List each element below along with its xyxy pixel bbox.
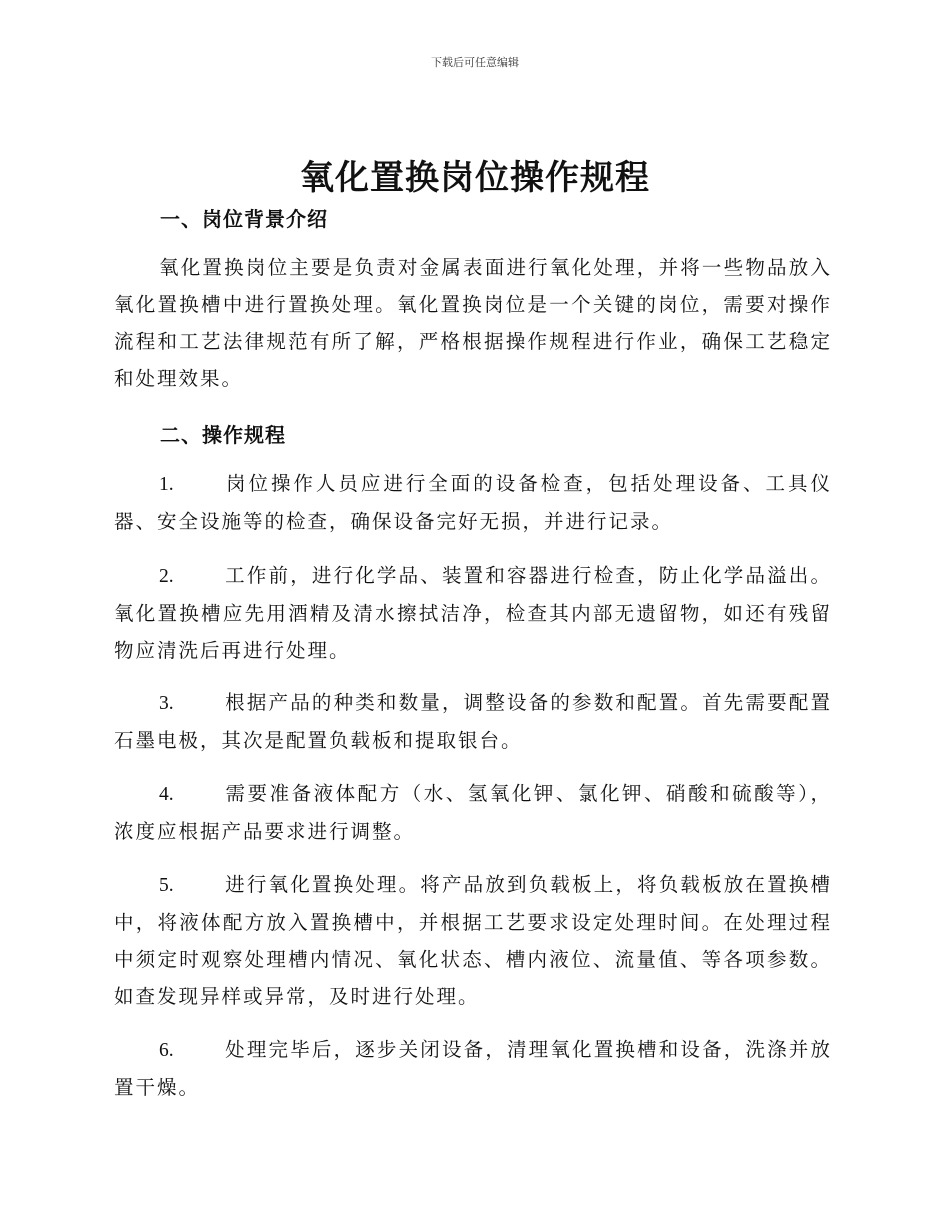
list-item-4 — [114, 775, 832, 850]
document-title: 氧化置换岗位操作规程 — [300, 158, 650, 198]
list-item-number: 3. — [159, 693, 174, 714]
list-item-text: 根据产品的种类和数量，调整设备的参数和配置。首先需要配置石墨电极，其次是配置负载板和提取银台。 — [114, 691, 832, 752]
list-item-number: 6. — [159, 1040, 174, 1061]
list-item-3 — [114, 684, 832, 759]
list-item-text: 需要准备液体配方（水、氢氧化钾、氯化钾、硝酸和硫酸等），浓度应根据产品要求进行调整。 — [114, 782, 832, 843]
list-item-number: 4. — [159, 784, 174, 805]
section-1-heading: 一、岗位背景介绍 — [160, 207, 328, 231]
list-item-1 — [114, 465, 832, 540]
section-1-paragraph: 氧化置换岗位主要是负责对金属表面进行氧化处理，并将一些物品放入氧化置换槽中进行置换处理。氧化置换岗位是一个关键的岗位，需要对操作流程和工艺法律规范有所了解，严格根据操作规程进行作业，确保工艺稳定和处理效果。 — [114, 256, 832, 390]
list-item-number: 1. — [159, 474, 174, 495]
list-item-text: 岗位操作人员应进行全面的设备检查，包括处理设备、工具仪器、安全设施等的检查，确保设备完好无损，并进行记录。 — [114, 472, 832, 533]
list-item-text: 处理完毕后，逐步关闭设备，清理氧化置换槽和设备，洗涤并放置干燥。 — [114, 1038, 832, 1099]
list-item-5 — [114, 866, 832, 1015]
section-2-heading: 二、操作规程 — [160, 423, 286, 447]
list-item-text: 工作前，进行化学品、装置和容器进行检查，防止化学品溢出。氧化置换槽应先用酒精及清水擦拭洁净，检查其内部无遗留物，如还有残留物应清洗后再进行处理。 — [114, 564, 832, 662]
header-note: 下载后可任意编辑 — [431, 56, 519, 69]
list-item-number: 5. — [159, 875, 174, 896]
list-item-text: 进行氧化置换处理。将产品放到负载板上，将负载板放在置换槽中，将液体配方放入置换槽中，并根据工艺要求设定处理时间。在处理过程中须定时观察处理槽内情况、氧化状态、槽内液位、流量值、等各项参数。如查发现异样或异常，及时进行处理。 — [114, 873, 832, 1008]
list-item-number: 2. — [159, 566, 174, 587]
list-item-6 — [114, 1031, 832, 1106]
list-item-2 — [114, 557, 832, 669]
